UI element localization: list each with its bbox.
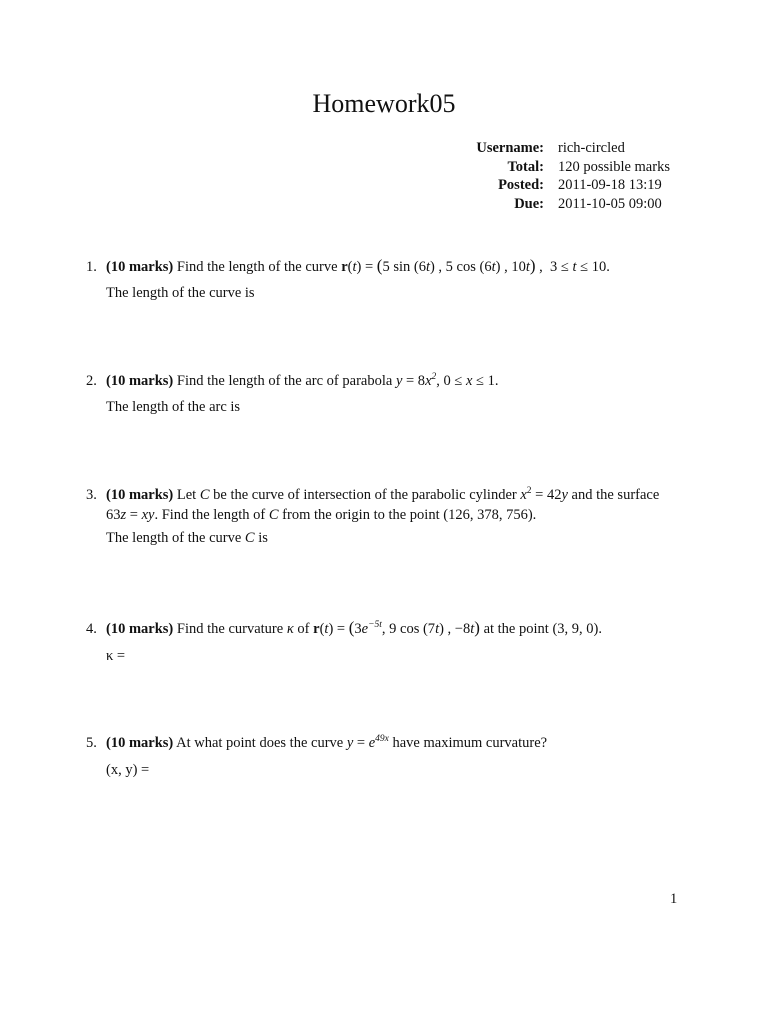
question-formula: (126, 378, 756). <box>443 507 537 523</box>
question-formula: $y = 8x^2$, 0 ≤ x ≤ 1. <box>395 372 499 389</box>
info-value: rich-circled <box>558 140 625 156</box>
question-formula: $r(t) = (3e^{-5t}$, 9 cos (7t) , −8t) <box>313 618 480 637</box>
info-key: Due: <box>514 195 544 212</box>
question-marks: (10 marks) <box>106 621 174 637</box>
question-prompt: At what point does the curve <box>176 735 344 751</box>
info-row-username <box>420 139 670 158</box>
question-prompt: and the surface <box>571 487 660 503</box>
info-row-posted <box>420 176 670 195</box>
assignment-info <box>420 139 670 213</box>
info-key: Total: <box>507 158 544 175</box>
question-prompt: be the curve of intersection of the parabolic cylinder <box>213 487 517 503</box>
math-c: C <box>268 507 279 523</box>
info-key: Username: <box>476 140 544 156</box>
question-text <box>106 733 684 753</box>
question-formula: $x^2 = 42y$ <box>520 486 568 503</box>
answer-label-suffix: is <box>258 530 268 546</box>
question-prompt: at the point <box>483 621 549 637</box>
question-number: 5. <box>86 735 97 751</box>
info-row-due <box>420 195 670 214</box>
info-row-total <box>420 158 670 177</box>
question-number: 2. <box>86 373 97 389</box>
answer-label: (x, y) = <box>106 762 150 778</box>
question-marks: (10 marks) <box>106 373 174 389</box>
answer-label: The length of the curve is <box>106 285 255 301</box>
question-prompt: of <box>297 621 310 637</box>
question-prompt: have maximum curvature? <box>392 735 548 751</box>
question-text <box>106 485 684 525</box>
math-kappa: κ <box>286 621 294 637</box>
answer-label <box>106 528 268 548</box>
question-text <box>106 371 684 391</box>
question-number: 3. <box>86 487 97 503</box>
question-prompt: Find the length of the curve <box>176 259 338 275</box>
info-value: 120 possible marks <box>558 158 670 175</box>
page-title: Homework05 <box>312 89 456 118</box>
math-c: C <box>244 530 255 546</box>
question-number: 1. <box>86 259 97 275</box>
info-value: 2011-10-05 09:00 <box>558 195 662 212</box>
answer-label-text: The length of the curve <box>106 530 242 546</box>
info-value: 2011-09-18 13:19 <box>558 177 662 194</box>
question-formula: r(t) = (5 sin (6t) , 5 cos (6t) , 10t) , 3 ≤ t ≤ 10. <box>341 256 610 275</box>
question-prompt: Find the length of the arc of parabola <box>176 373 393 389</box>
info-key: Posted: <box>498 177 544 194</box>
answer-label: κ = <box>106 648 126 664</box>
question-marks: (10 marks) <box>106 735 174 751</box>
question-formula: (3, 9, 0). <box>552 621 602 637</box>
question-formula: $y = e^{49x}$ <box>346 734 389 751</box>
question-prompt: Find the curvature <box>176 621 284 637</box>
question-prompt: from the origin to the point <box>282 507 440 523</box>
question-marks: (10 marks) <box>106 487 174 503</box>
question-prompt: . Find the length of <box>154 507 266 523</box>
answer-label: The length of the arc is <box>106 399 241 415</box>
page-number: 1 <box>670 891 678 907</box>
question-prompt: Let <box>176 487 197 503</box>
question-text <box>106 257 684 277</box>
question-marks: (10 marks) <box>106 259 174 275</box>
question-number: 4. <box>86 621 97 637</box>
math-c: C <box>199 487 210 503</box>
question-formula: 63z = xy <box>106 507 155 523</box>
question-text <box>106 619 684 639</box>
